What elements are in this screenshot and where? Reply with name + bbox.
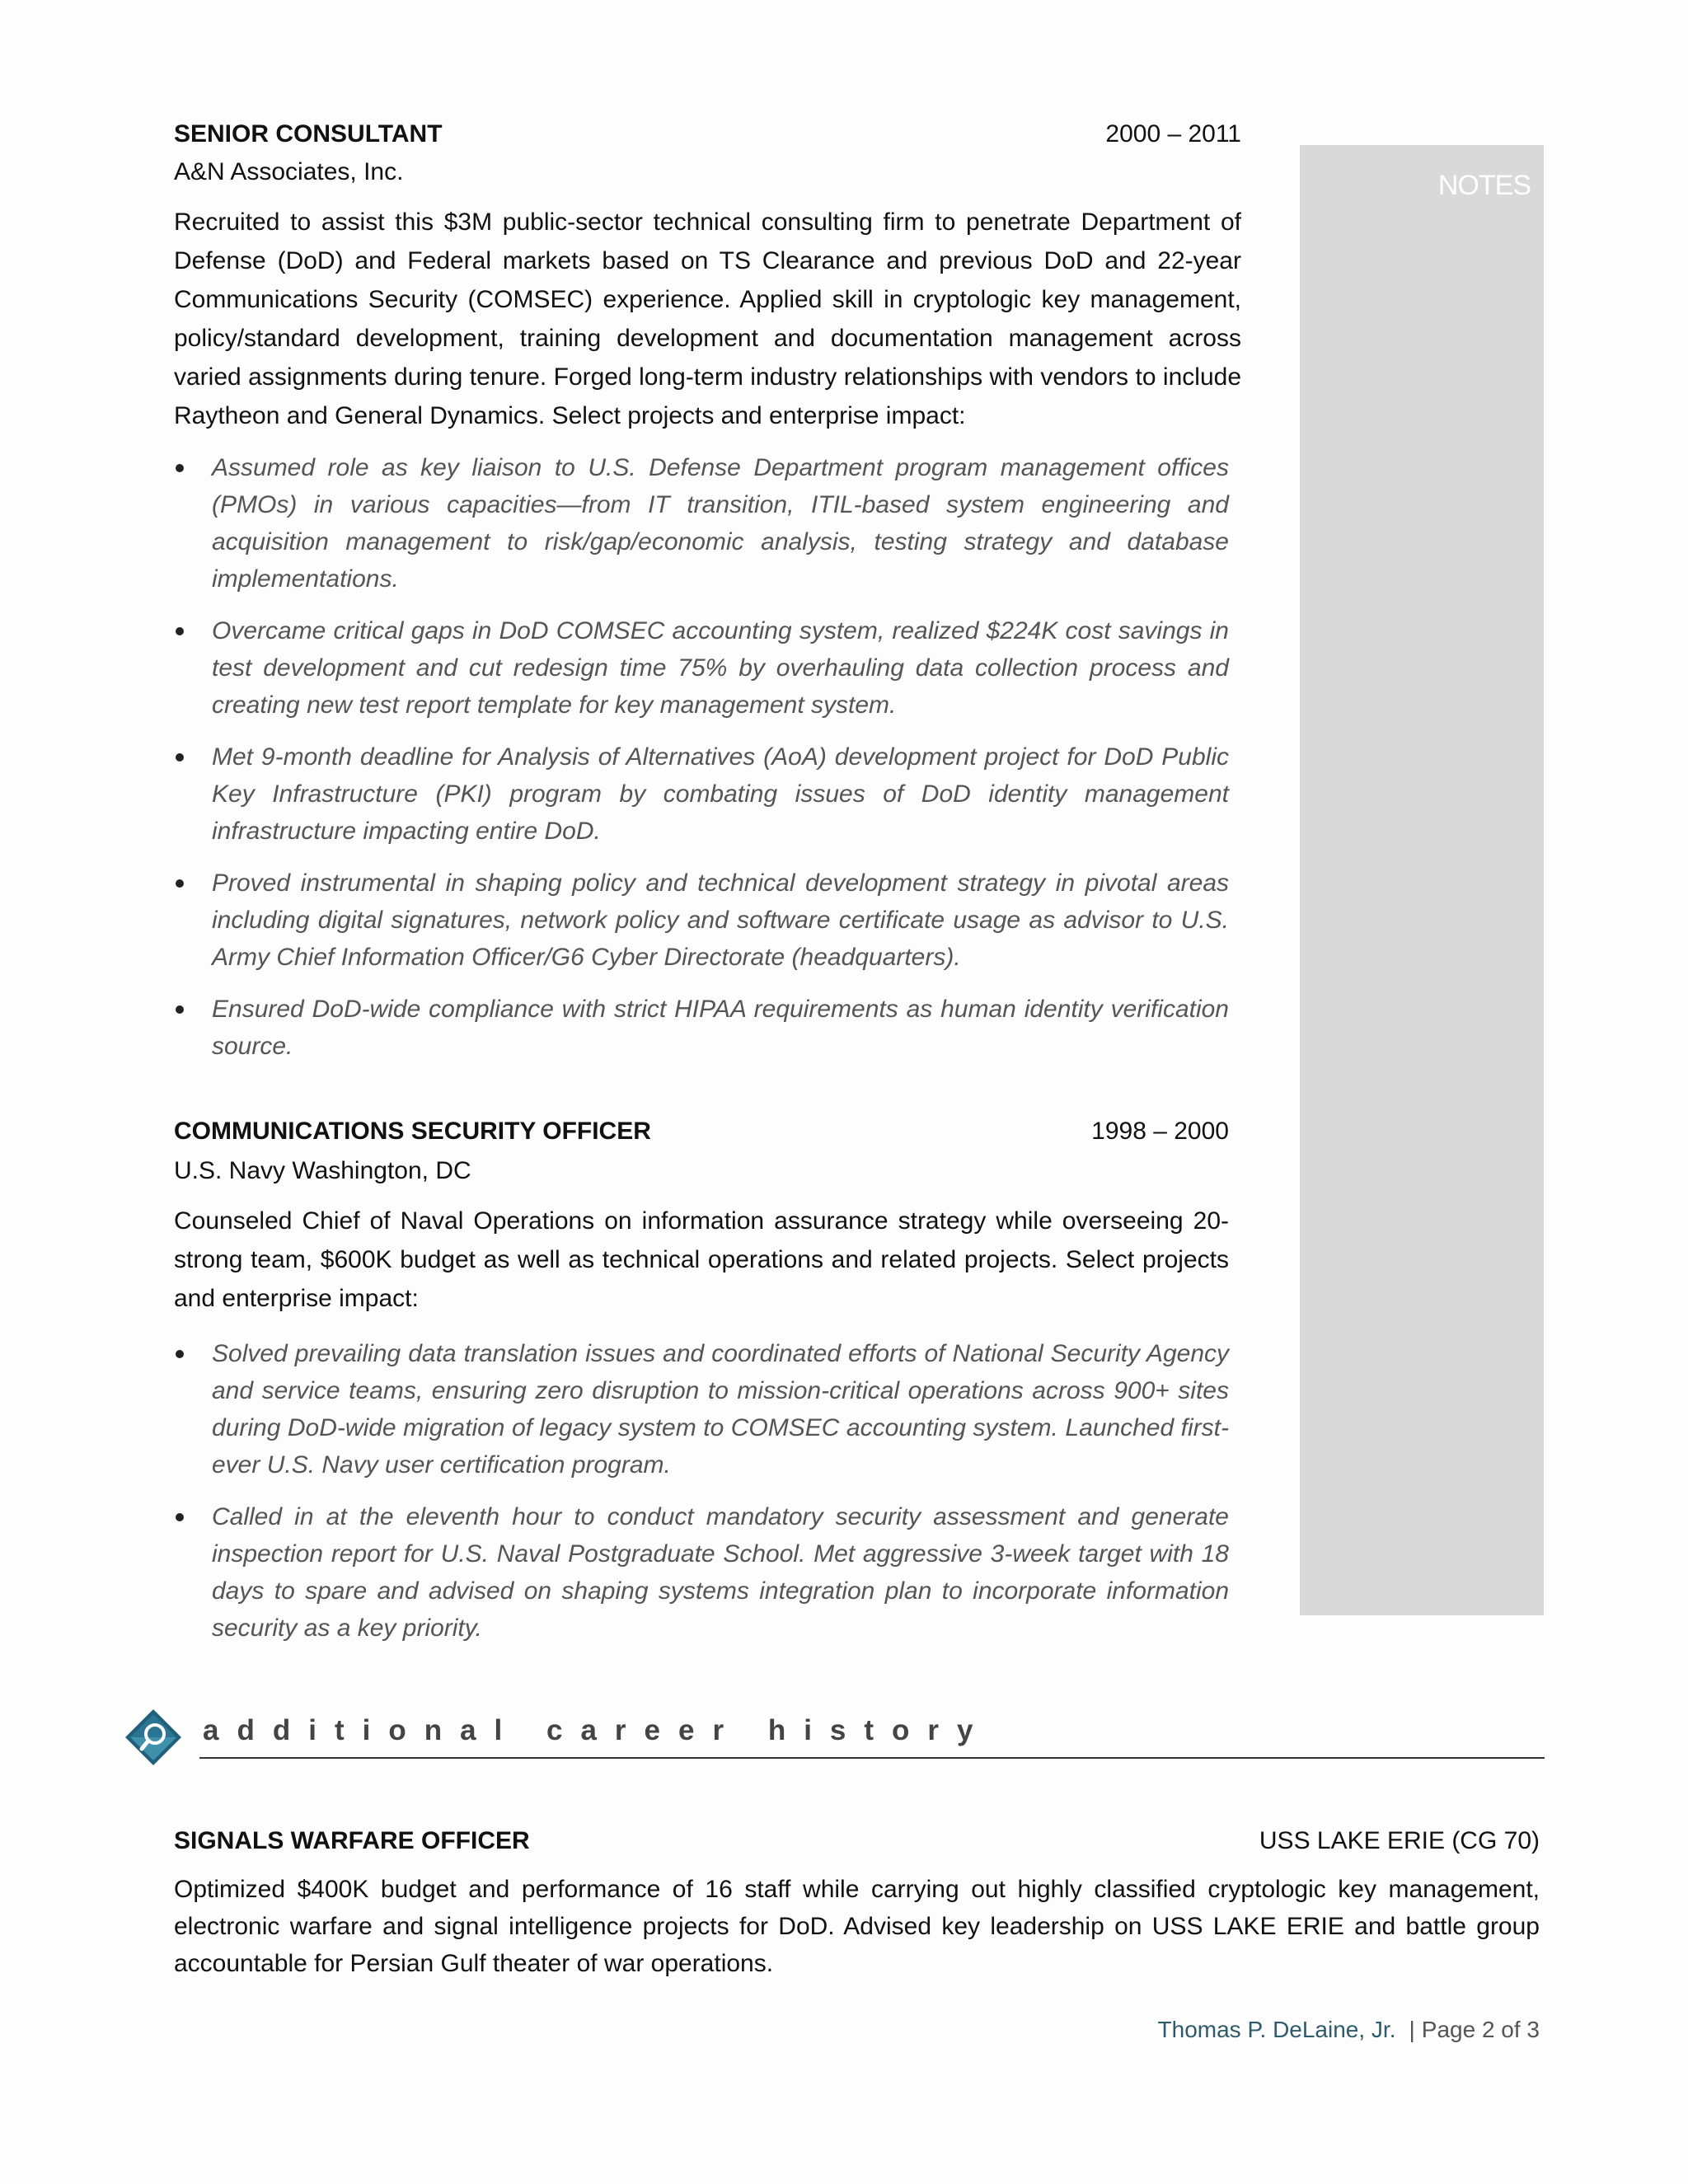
achievement-text: Assumed role as key liaison to U.S. Defense Department program management offices (PMOs) in various capacities—from IT transition, ITIL-based system engineering and acquisition management to risk/gap/economic analysis, testing strategy and database implementations. (212, 454, 1229, 593)
section-header (124, 1708, 1545, 1767)
achievement-item (174, 612, 1229, 724)
employer: U.S. Navy Washington, DC (174, 1157, 471, 1184)
achievement-text: Proved instrumental in shaping policy and technical development strategy in pivotal areas including digital signatures, network policy and software certificate usage as advisor to U.S. Army Chief Information Officer/G6 Cyber Directorate (headquarters). (212, 869, 1229, 971)
achievement-list (174, 449, 1229, 1080)
achievement-item (174, 738, 1229, 850)
bullet-dot (176, 1350, 184, 1358)
job-header (174, 120, 1241, 148)
employer: A&N Associates, Inc. (174, 158, 404, 185)
achievement-item (174, 449, 1229, 598)
bullet-dot (176, 1513, 184, 1521)
job-header (174, 1827, 1540, 1855)
notes-label: NOTES (1437, 170, 1531, 201)
bullet-dot (176, 464, 184, 472)
job-dates: 2000 – 2011 (1105, 120, 1241, 148)
job-header (174, 1118, 1229, 1146)
job-dates: 1998 – 2000 (1091, 1118, 1229, 1145)
job-summary: Recruited to assist this $3M public-sector technical consulting firm to penetrate Department of Defense (DoD) and Federal markets based on TS Clearance and previous DoD and 22-year Communications Security (COMSEC) experience. Applied skill in cryptologic key management, policy/standard development, training development and documentation management across varied assignments during tenure. Forged long-term industry relationships with vendors to include Raytheon and General Dynamics. Select projects and enterprise impact: (174, 209, 1241, 429)
achievement-text: Solved prevailing data translation issues and coordinated efforts of National Security Agency and service teams, ensuring zero disruption to mission-critical operations across 900+ sites during DoD-wide migration of legacy system to COMSEC accounting system. Launched first-ever U.S. Navy user certification program. (212, 1340, 1229, 1479)
achievement-item (174, 865, 1229, 976)
achievement-list (174, 1335, 1229, 1661)
footer-name: Thomas P. DeLaine, Jr. (1157, 2017, 1396, 2042)
job-summary: Optimized $400K budget and performance of 16 staff while carrying out highly classified cryptologic key management, electronic warfare and signal intelligence projects for DoD. Advised key leadership on USS LAKE ERIE and battle group accountable for Persian Gulf theater of war operations. (174, 1876, 1540, 1977)
magnifier-diamond-icon (124, 1708, 183, 1767)
job-title: SIGNALS WARFARE OFFICER (174, 1827, 530, 1854)
achievement-item (174, 991, 1229, 1065)
page-number: Page 2 of 3 (1421, 2017, 1540, 2042)
footer-separator: | (1409, 2017, 1415, 2042)
achievement-item (174, 1335, 1229, 1483)
achievement-text: Met 9-month deadline for Analysis of Alternatives (AoA) development project for DoD Public Key Infrastructure (PKI) program by combating issues of DoD identity management infrastructure impacting entire DoD. (212, 743, 1229, 845)
page-footer (1158, 2017, 1540, 2043)
bullet-dot (176, 753, 184, 762)
bullet-dot (176, 627, 184, 635)
job-summary: Counseled Chief of Naval Operations on information assurance strategy while overseeing 20-strong team, $600K budget as well as technical operations and related projects. Select projects and enterprise impact: (174, 1207, 1229, 1312)
notes-panel (1300, 145, 1544, 1615)
achievement-text: Called in at the eleventh hour to conduct mandatory security assessment and generate inspection report for U.S. Naval Postgraduate School. Met aggressive 3-week target with 18 days to spare and advised on shaping systems integration plan to incorporate information security as a key priority. (212, 1503, 1229, 1642)
job-location: USS LAKE ERIE (CG 70) (1259, 1827, 1540, 1854)
achievement-text: Overcame critical gaps in DoD COMSEC accounting system, realized $224K cost savings in test development and cut redesign time 75% by overhauling data collection process and creating new test report template for key management system. (212, 617, 1229, 719)
bullet-dot (176, 1005, 184, 1014)
job-title: SENIOR CONSULTANT (174, 120, 443, 148)
section-divider (199, 1757, 1545, 1759)
achievement-text: Ensured DoD-wide compliance with strict HIPAA requirements as human identity verification source. (212, 996, 1229, 1060)
bullet-dot (176, 879, 184, 888)
job-title: COMMUNICATIONS SECURITY OFFICER (174, 1118, 651, 1145)
section-title: additional career history (203, 1714, 992, 1746)
achievement-item (174, 1498, 1229, 1647)
